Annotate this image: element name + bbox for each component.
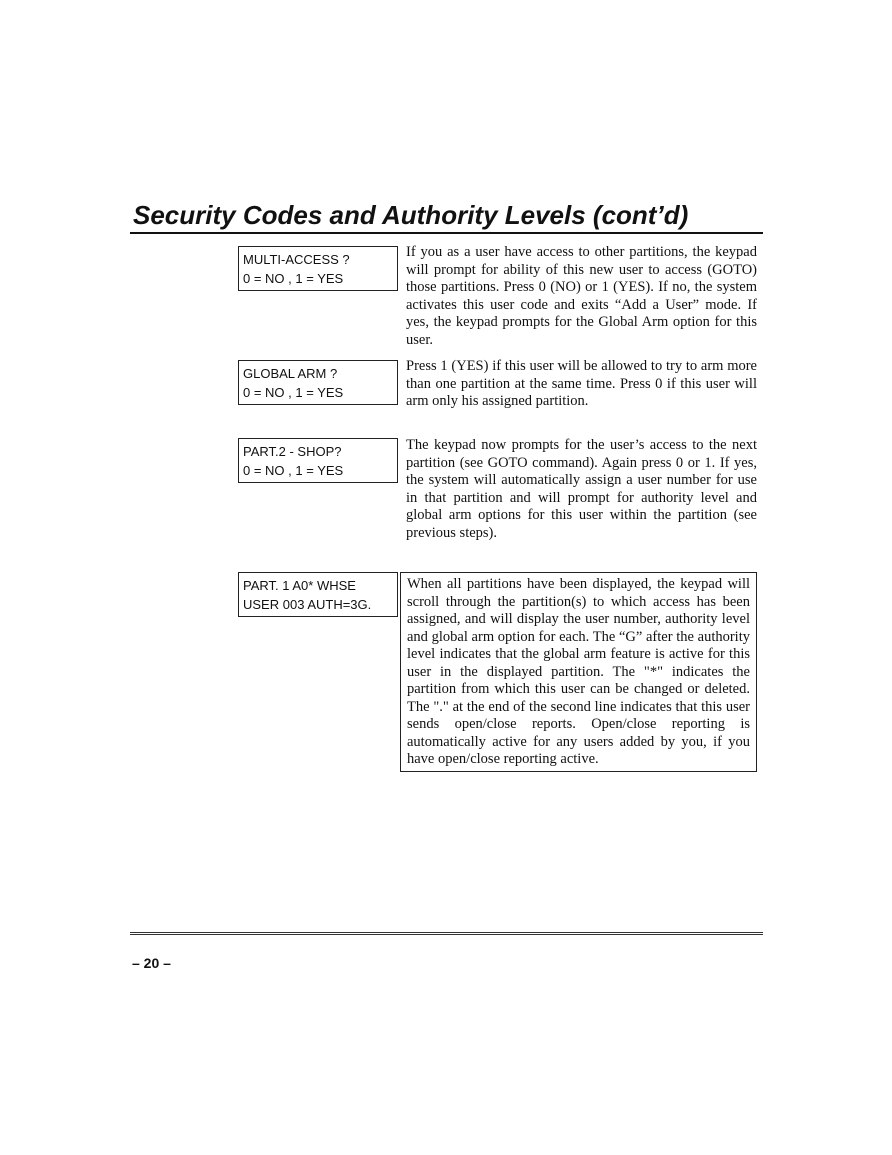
- keypad-display-global-arm: [238, 360, 398, 405]
- display-line-2: 0 = NO , 1 = YES: [243, 271, 344, 286]
- display-line-2: 0 = NO , 1 = YES: [243, 385, 344, 400]
- display-line-1: GLOBAL ARM ?: [243, 366, 338, 381]
- keypad-display-partition-shop: [238, 438, 398, 483]
- step-description-partition-access: The keypad now prompts for the user’s access to the next partition (see GOTO command). Again press 0 or 1. If yes, the system will automatically assign a user number for use in that partition and will prompt for authority level and global arm options for this user within the partition (see previous steps).: [406, 437, 757, 541]
- keypad-display-partition-summary: [238, 572, 398, 617]
- display-line-2: USER 003 AUTH=3G.: [243, 597, 372, 612]
- step-description-partition-summary: When all partitions have been displayed, the keypad will scroll through the partition(s) to which access has been assigned, and will display the user number, authority level and global arm option for each. The “G” after the authority level indicates that the global arm feature is active for this user in the displayed partition. The "*" indicates the partition from which this user can be changed or deleted. The "." at the end of the second line indicates that this user sends open/close reports. Open/close reporting is automatically active for any users added by you, if you have open/close reporting active.: [400, 572, 757, 772]
- footer-rule: [130, 932, 763, 935]
- page-title: Security Codes and Authority Levels (cont’d): [133, 200, 689, 230]
- keypad-display-multi-access: [238, 246, 398, 291]
- title-underline: [130, 232, 763, 234]
- step-description-multi-access: If you as a user have access to other partitions, the keypad will prompt for ability of this new user to access (GOTO) those partitions. Press 0 (NO) or 1 (YES). If no, the system activates this user code and exits “Add a User” mode. If yes, the keypad prompts for the Global Arm option for this user.: [406, 244, 757, 348]
- step-description-global-arm: Press 1 (YES) if this user will be allowed to try to arm more than one partition at the same time. Press 0 if this user will arm only his assigned partition.: [406, 358, 757, 409]
- display-line-1: MULTI-ACCESS ?: [243, 252, 350, 267]
- display-line-1: PART. 1 A0* WHSE: [243, 578, 356, 593]
- display-line-1: PART.2 - SHOP?: [243, 444, 342, 459]
- page-number: – 20 –: [132, 955, 171, 971]
- display-line-2: 0 = NO , 1 = YES: [243, 463, 344, 478]
